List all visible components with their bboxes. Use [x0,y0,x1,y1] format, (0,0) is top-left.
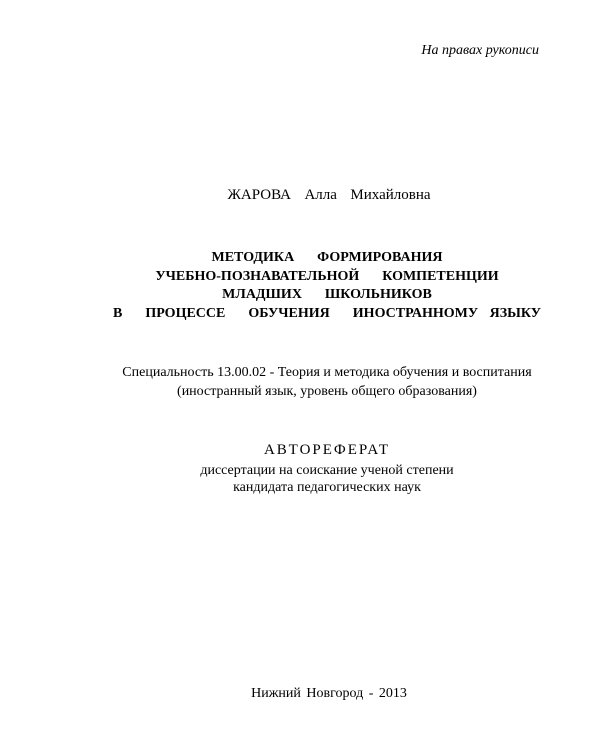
dissertation-title [0,249,599,323]
abstract-subtitle-line: кандидата педагогических наук [233,480,421,495]
specialty-line: (иностранный язык, уровень общего образования) [177,384,477,399]
abstract-subtitle-line: диссертации на соискание ученой степени [200,463,454,478]
city-year: Нижний Новгород - 2013 [251,686,407,701]
abstract-heading: АВТОРЕФЕРАТ [263,442,391,458]
title-line: МЕТОДИКА ФОРМИРОВАНИЯ [211,250,443,265]
rights-note: На правах рукописи [421,43,539,58]
specialty-line: Специальность 13.00.02 - Теория и методика обучения и воспитания [122,365,532,380]
author-name: ЖАРОВА Алла Михайловна [227,187,431,203]
title-line: МЛАДШИХ ШКОЛЬНИКОВ [222,287,432,302]
abstract-subtitle [0,462,599,496]
title-line: В ПРОЦЕССЕ ОБУЧЕНИЯ ИНОСТРАННОМУ ЯЗЫКУ [112,305,541,321]
specialty-block [0,363,599,401]
title-line: УЧЕБНО-ПОЗНАВАТЕЛЬНОЙ КОМПЕТЕНЦИИ [155,268,499,284]
